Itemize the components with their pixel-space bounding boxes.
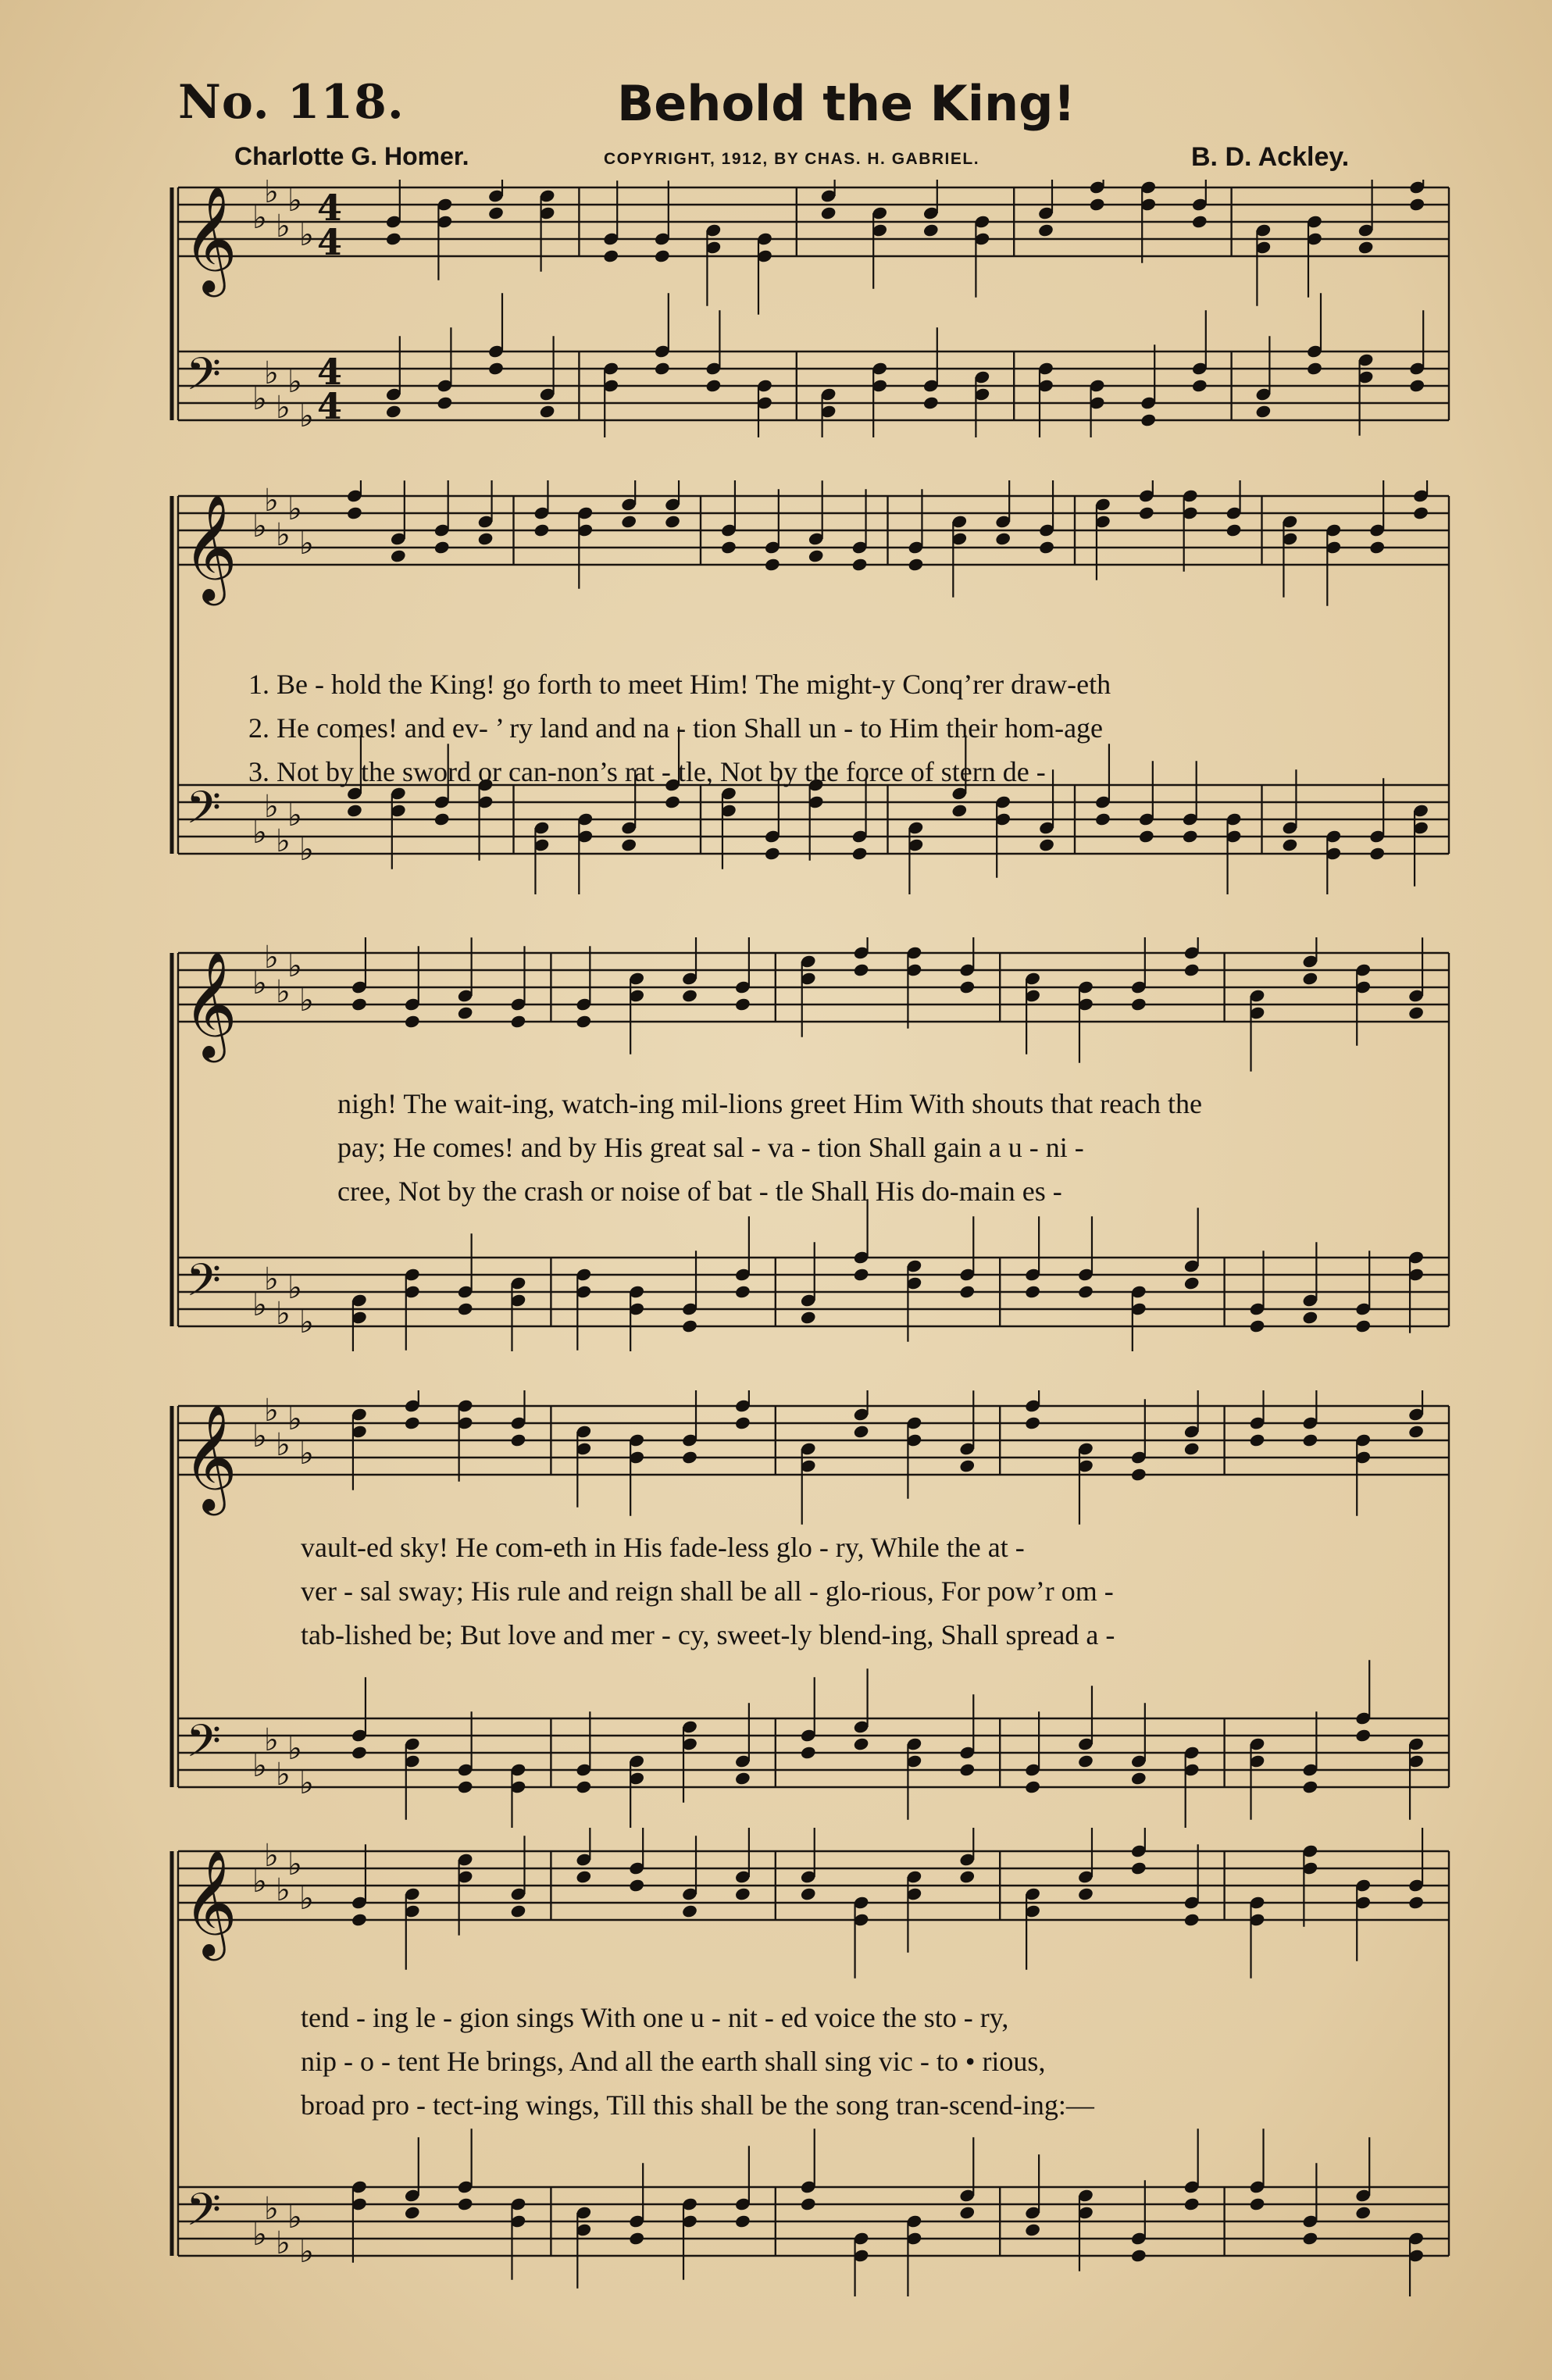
flat-sign: ♭ [299, 2234, 314, 2270]
note [539, 336, 556, 419]
note [734, 937, 751, 1012]
lyric-verse-3: cree, Not by the crash or noise of bat - tle Shall His do-main es - [337, 1176, 1062, 1207]
flat-sign: ♭ [276, 209, 291, 244]
flat-sign: ♭ [299, 217, 314, 253]
flat-sign: ♭ [276, 2225, 291, 2261]
note [385, 180, 402, 247]
note [1325, 829, 1342, 894]
music-system-1 [0, 180, 1552, 437]
lyric-verse-1: tend - ing le - gion sings With one u - nit - ed voice the sto - ry, [301, 2002, 1009, 2033]
note [654, 293, 671, 376]
note [1130, 1703, 1147, 1786]
note [1408, 1390, 1425, 1440]
note [1024, 971, 1041, 1054]
staff [178, 785, 1449, 854]
flat-sign: ♭ [252, 1748, 267, 1784]
note [705, 223, 722, 305]
note [958, 1390, 976, 1473]
note [1024, 1886, 1041, 1969]
note [1138, 480, 1155, 521]
note [1368, 480, 1386, 555]
flat-sign: ♭ [299, 1881, 314, 1917]
note [433, 480, 451, 555]
flat-sign: ♭ [264, 2191, 279, 2227]
note [1089, 378, 1106, 437]
note [390, 480, 407, 563]
note [800, 1828, 817, 1902]
flat-sign: ♭ [287, 948, 302, 984]
note [1077, 1441, 1094, 1524]
flat-sign: ♭ [264, 1838, 279, 1874]
flat-sign: ♭ [264, 1261, 279, 1297]
note [1130, 937, 1147, 1012]
lyric-verse-2: nip - o - tent He brings, And all the earth shall sing vic - to • rious, [301, 2046, 1046, 2077]
note [539, 188, 556, 271]
bass-clef: 𝄢 [186, 781, 222, 845]
treble-clef: 𝄞 [183, 1403, 237, 1511]
note [1249, 1895, 1266, 1978]
note [958, 2137, 976, 2220]
note [1282, 514, 1299, 597]
treble-clef: 𝄞 [183, 950, 237, 1058]
note [906, 1736, 923, 1819]
treble-clef: 𝄞 [183, 493, 237, 601]
flat-sign: ♭ [264, 1722, 279, 1758]
bass-clef: 𝄢 [186, 2183, 222, 2247]
note [853, 2231, 870, 2296]
note [487, 293, 505, 376]
flat-sign: ♭ [252, 200, 267, 236]
note [820, 387, 837, 437]
note [1408, 937, 1425, 1020]
note [958, 1828, 976, 1885]
note [1077, 2188, 1094, 2271]
note [1130, 1828, 1147, 1876]
note [1408, 180, 1425, 212]
flat-sign: ♭ [287, 364, 302, 400]
flat-sign: ♭ [299, 1765, 314, 1801]
note [533, 480, 551, 538]
note [457, 1852, 474, 1935]
flat-sign: ♭ [276, 517, 291, 553]
hymn-title: Behold the King! [617, 75, 1076, 132]
note [853, 1199, 870, 1282]
note [800, 2128, 817, 2211]
staff [178, 1851, 1449, 1920]
flat-sign: ♭ [264, 180, 279, 210]
note [457, 937, 474, 1020]
music-system-5 [0, 1828, 1552, 2296]
note [1249, 988, 1266, 1071]
flat-sign: ♭ [264, 789, 279, 825]
note [1282, 769, 1299, 852]
flat-sign: ♭ [264, 1393, 279, 1429]
note [720, 786, 737, 869]
flat-sign: ♭ [252, 815, 267, 851]
note [575, 1828, 592, 1885]
note [1354, 2137, 1372, 2220]
lyric-verse-2: 2. He comes! and ev- ’ ry land and na - tion Shall un - to Him their hom-age [248, 712, 1104, 744]
note [510, 1836, 527, 1918]
note [808, 480, 825, 563]
flat-sign: ♭ [276, 823, 291, 859]
note [853, 1668, 870, 1751]
flat-sign: ♭ [264, 355, 279, 391]
staff [178, 2187, 1449, 2256]
note [390, 786, 407, 869]
note [404, 1886, 421, 1969]
note [871, 361, 888, 437]
lyric-verse-1: nigh! The wait-ing, watch-ing mil-lions greet Him With shouts that reach the [337, 1088, 1202, 1119]
note [1255, 336, 1272, 419]
note [351, 1407, 368, 1490]
note [906, 1258, 923, 1341]
note [1037, 361, 1054, 437]
note [853, 1895, 870, 1978]
time-signature: 4 [317, 351, 343, 393]
note [734, 1390, 751, 1431]
note [487, 180, 505, 221]
lyric-verse-3: tab-lished be; But love and mer - cy, sweet-ly blend-ing, Shall spread a - [301, 1619, 1115, 1650]
flat-sign: ♭ [252, 1287, 267, 1323]
flat-sign: ♭ [252, 1418, 267, 1454]
note [951, 514, 968, 597]
flat-sign: ♭ [252, 1864, 267, 1900]
note [628, 971, 645, 1054]
flat-sign: ♭ [299, 1304, 314, 1340]
flat-sign: ♭ [276, 1296, 291, 1332]
flat-sign: ♭ [299, 983, 314, 1019]
copyright-notice: COPYRIGHT, 1912, BY CHAS. H. GABRIEL. [604, 150, 980, 168]
music-system-4 [0, 1390, 1552, 1828]
flat-sign: ♭ [299, 832, 314, 868]
note [1358, 352, 1375, 435]
note [1077, 1828, 1094, 1902]
note [1089, 180, 1106, 212]
flat-sign: ♭ [252, 381, 267, 417]
note [404, 1736, 421, 1819]
note [1412, 803, 1429, 886]
flat-sign: ♭ [299, 398, 314, 434]
note [1024, 2154, 1041, 2237]
note [681, 1719, 698, 1802]
flat-sign: ♭ [287, 2200, 302, 2235]
flat-sign: ♭ [276, 1872, 291, 1908]
flat-sign: ♭ [264, 483, 279, 519]
note [628, 1754, 645, 1828]
note [510, 1390, 527, 1448]
flat-sign: ♭ [252, 2217, 267, 2253]
note [1408, 1736, 1425, 1819]
bass-clef: 𝄢 [186, 348, 222, 412]
note [385, 336, 402, 419]
note [1249, 1390, 1266, 1448]
note [1130, 1284, 1147, 1351]
flat-sign: ♭ [252, 965, 267, 1001]
note [908, 820, 925, 894]
note [800, 1242, 817, 1325]
note [800, 1441, 817, 1524]
note [346, 480, 363, 521]
flat-sign: ♭ [287, 1731, 302, 1767]
flat-sign: ♭ [264, 940, 279, 976]
bass-clef: 𝄢 [186, 1715, 222, 1779]
note [1306, 293, 1323, 376]
flat-sign: ♭ [276, 390, 291, 426]
note [1408, 2231, 1425, 2296]
lyric-verse-1: 1. Be - hold the King! go forth to meet Him! The might-y Conq’rer draw-eth [248, 669, 1111, 700]
flat-sign: ♭ [252, 508, 267, 544]
lyric-verse-3: 3. Not by the sword or can-non’s rat - tle, Not by the force of stern de - [248, 756, 1046, 787]
lyric-verse-2: pay; He comes! and by His great sal - va - tion Shall gain a u - ni - [337, 1132, 1084, 1163]
flat-sign: ♭ [287, 491, 302, 527]
note [734, 1828, 751, 1902]
note [1358, 180, 1375, 255]
note [628, 1284, 645, 1351]
composer-credit: B. D. Ackley. [1191, 142, 1350, 172]
note [575, 1424, 592, 1507]
flat-sign: ♭ [299, 526, 314, 562]
flat-sign: ♭ [299, 1436, 314, 1472]
lyric-verse-3: broad pro - tect-ing wings, Till this shall be the song tran-scend-ing:— [301, 2089, 1094, 2121]
note [533, 820, 551, 894]
note [1094, 497, 1111, 580]
hymn-number: No. 118. [178, 75, 405, 130]
flat-sign: ♭ [287, 1401, 302, 1437]
note [628, 1828, 645, 1893]
note [1302, 937, 1319, 987]
flat-sign: ♭ [287, 1847, 302, 1882]
note [457, 2128, 474, 2211]
note [853, 1390, 870, 1440]
flat-sign: ♭ [276, 1427, 291, 1463]
note [351, 1293, 368, 1351]
note [681, 1836, 698, 1918]
note [404, 1390, 421, 1431]
note [1255, 223, 1272, 305]
note [510, 1762, 527, 1828]
music-system-3 [0, 937, 1552, 1351]
music-staves-4 [0, 1390, 1552, 1828]
note [1249, 2128, 1266, 2211]
time-signature: 4 [317, 221, 343, 263]
note [664, 480, 681, 530]
note [1226, 480, 1243, 538]
note [734, 1703, 751, 1786]
lyric-verse-1: vault-ed sky! He com-eth in His fade-less glo - ry, While the at - [301, 1532, 1025, 1563]
time-signature: 4 [317, 187, 343, 229]
note [1183, 2128, 1201, 2211]
lyricist-credit: Charlotte G. Homer. [234, 142, 469, 170]
note [575, 2205, 592, 2288]
note [351, 937, 368, 1012]
note [1077, 1686, 1094, 1768]
note [853, 937, 870, 978]
music-staves-1 [0, 180, 1552, 437]
flat-sign: ♭ [287, 797, 302, 833]
note [510, 1276, 527, 1351]
note [958, 937, 976, 995]
note [871, 205, 888, 288]
note [681, 1390, 698, 1465]
note [1024, 1390, 1041, 1431]
flat-sign: ♭ [287, 1270, 302, 1306]
note [1038, 480, 1055, 555]
note [720, 480, 737, 555]
time-signature: 4 [317, 385, 343, 427]
bass-clef: 𝄢 [186, 1254, 222, 1318]
note [756, 378, 773, 437]
note [906, 1869, 923, 1952]
treble-clef: 𝄞 [183, 1848, 237, 1956]
note [1249, 1736, 1266, 1819]
note [1412, 480, 1429, 521]
note [620, 480, 637, 530]
note [1302, 1390, 1319, 1448]
flat-sign: ♭ [287, 183, 302, 219]
flat-sign: ♭ [276, 1757, 291, 1793]
note [756, 231, 773, 314]
note [820, 180, 837, 221]
note [1183, 1208, 1201, 1290]
flat-sign: ♭ [276, 974, 291, 1010]
note [1302, 1242, 1319, 1325]
lyric-verse-2: ver - sal sway; His rule and reign shall be all - glo-rious, For pow’r om - [301, 1575, 1114, 1607]
note [1183, 937, 1201, 978]
treble-clef: 𝄞 [183, 184, 237, 292]
note [404, 2137, 421, 2220]
note [1354, 1660, 1372, 1743]
music-system-2 [0, 480, 1552, 894]
note [602, 361, 619, 437]
note [800, 954, 817, 1037]
